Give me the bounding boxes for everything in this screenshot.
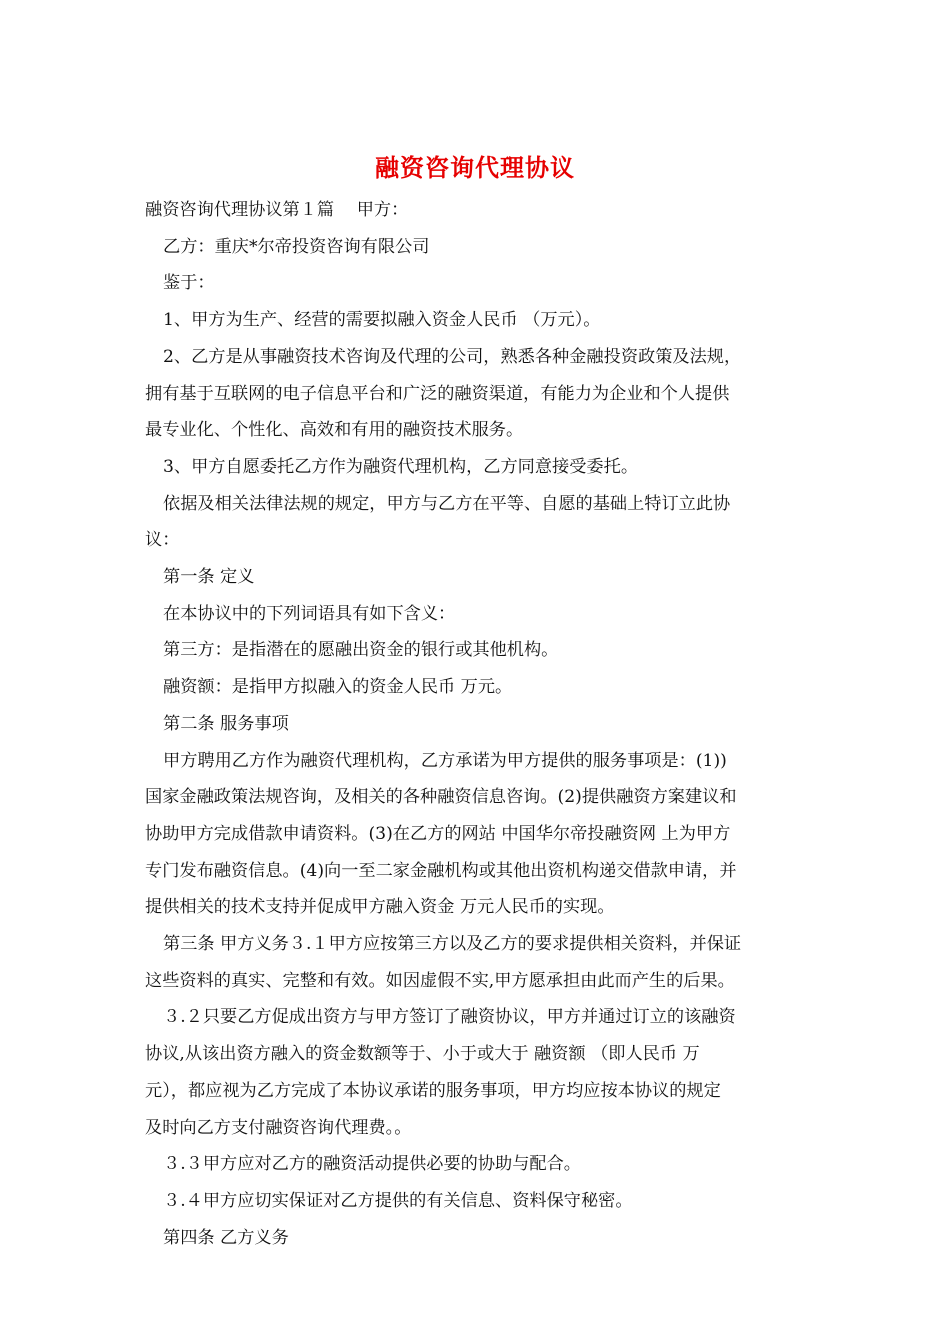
section-heading: 第四条 乙方义务	[163, 1227, 289, 1248]
section-heading: 第二条 服务事项	[163, 713, 289, 734]
document-title: 融资咨询代理协议	[375, 153, 575, 182]
paragraph-line: 2、乙方是从事融资技术咨询及代理的公司，熟悉各种金融投资政策及法规，	[163, 346, 742, 367]
paragraph-line: 鉴于：	[163, 273, 215, 294]
paragraph-line: ３.２只要乙方促成出资方与甲方签订了融资协议，甲方并通过订立的该融资	[163, 1007, 736, 1028]
paragraph-line: ３.４甲方应切实保证对乙方提供的有关信息、资料保守秘密。	[163, 1190, 633, 1211]
section-heading: 第一条 定义	[163, 567, 255, 588]
paragraph-line: 第三方：是指潜在的愿融出资金的银行或其他机构。	[163, 640, 559, 661]
paragraph-line: 3、甲方自愿委托乙方作为融资代理机构，乙方同意接受委托。	[163, 456, 639, 477]
paragraph-line: 第三条 甲方义务３.１甲方应按第三方以及乙方的要求提供相关资料，并保证	[163, 934, 742, 955]
paragraph-line: 协议,从该出资方融入的资金数额等于、小于或大于 融资额 （即人民币 万	[145, 1044, 700, 1065]
paragraph-line: 协助甲方完成借款申请资料。(3)在乙方的网站 中国华尔帝投融资网 上为甲方	[145, 823, 731, 844]
paragraph-line: 专门发布融资信息。(4)向一至二家金融机构或其他出资机构递交借款申请，并	[145, 860, 737, 881]
paragraph-line: 依据及相关法律法规的规定，甲方与乙方在平等、自愿的基础上特订立此协	[163, 493, 731, 514]
paragraph-line: 议：	[145, 530, 180, 551]
paragraph-line: 提供相关的技术支持并促成甲方融入资金 万元人民币的实现。	[145, 897, 615, 918]
paragraph-line: 及时向乙方支付融资咨询代理费。。	[145, 1117, 412, 1138]
paragraph-line: 最专业化、个性化、高效和有用的融资技术服务。	[145, 420, 524, 441]
paragraph-line: 这些资料的真实、完整和有效。如因虚假不实,甲方愿承担由此而产生的后果。	[145, 970, 735, 991]
paragraph-line: 在本协议中的下列词语具有如下含义：	[163, 603, 456, 624]
paragraph-line: 甲方聘用乙方作为融资代理机构，乙方承诺为甲方提供的服务事项是：(1))	[163, 750, 727, 771]
document-body	[145, 192, 810, 1256]
paragraph-line: 乙方：重庆*尔帝投资咨询有限公司	[163, 236, 430, 257]
paragraph-line: ３.３甲方应对乙方的融资活动提供必要的协助与配合。	[163, 1154, 581, 1175]
paragraph-line: 融资额：是指甲方拟融入的资金人民币 万元。	[163, 677, 513, 698]
paragraph-line: 1、甲方为生产、经营的需要拟融入资金人民币 （万元）。	[163, 310, 601, 331]
paragraph-line: 拥有基于互联网的电子信息平台和广泛的融资渠道，有能力为企业和个人提供	[145, 383, 730, 404]
paragraph-line: 融资咨询代理协议第１篇 甲方：	[145, 200, 409, 220]
paragraph-line: 元），都应视为乙方完成了本协议承诺的服务事项，甲方均应按本协议的规定	[145, 1080, 721, 1101]
paragraph-line: 国家金融政策法规咨询，及相关的各种融资信息咨询。(2)提供融资方案建议和	[145, 787, 737, 808]
